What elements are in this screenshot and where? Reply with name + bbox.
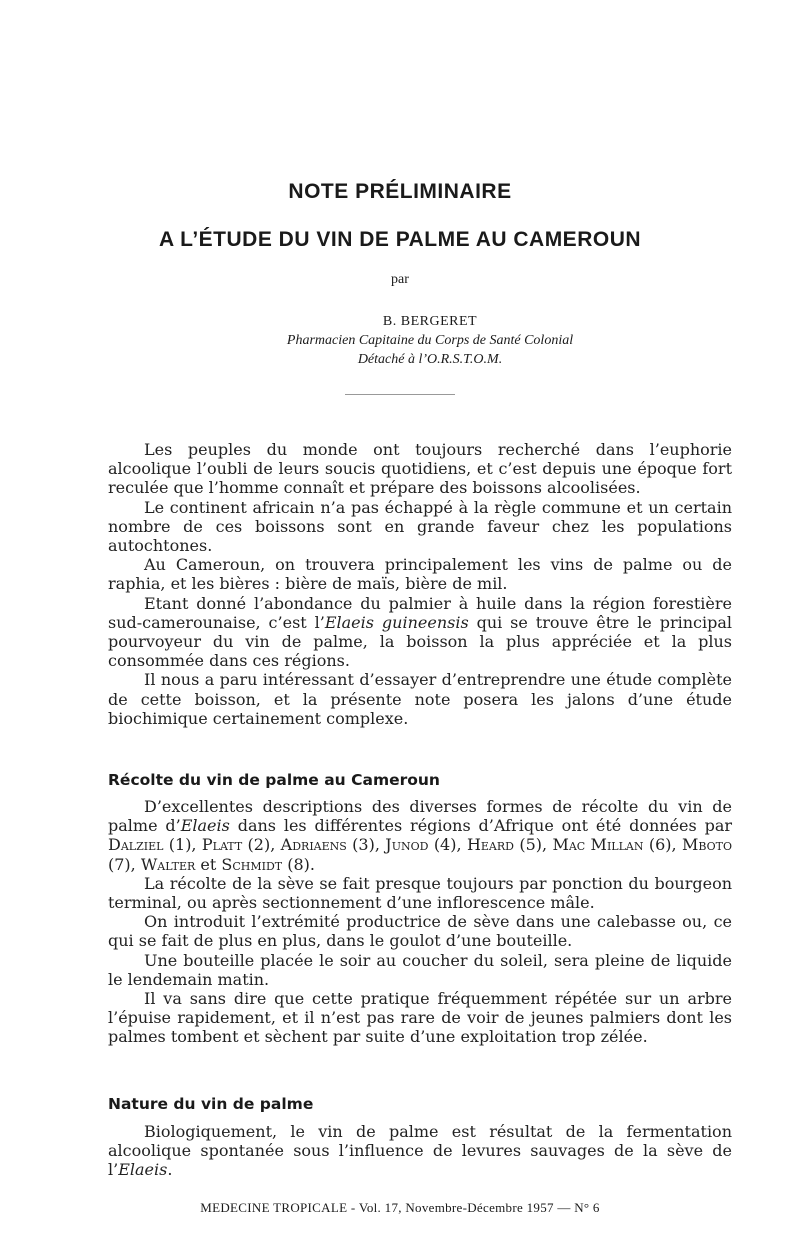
- reference-author: Mboto: [681, 835, 732, 855]
- paragraph: [108, 797, 732, 874]
- paragraph: [108, 1122, 732, 1180]
- text-run: Biologiquement, le vin de palme est résultat de la fermentation alcoolique spontanée sous l’influence de levures sauvages de la sève de l’: [108, 1122, 732, 1180]
- author-affiliation-2: Détaché à l’O.R.S.T.O.M.: [357, 352, 503, 367]
- paragraph: On introduit l’extrémité productrice de sève dans une calebasse ou, ce qui se fait de plus en plus, dans le goulot d’une bouteille.: [108, 912, 732, 951]
- author-block: [230, 312, 630, 369]
- paragraph: Le continent africain n’a pas échappé à la règle commune et un certain nombre de ces boissons sont en grande faveur chez les populations autochtones.: [108, 497, 732, 556]
- reference-number: (2),: [242, 835, 281, 855]
- section-heading-recolte: Récolte du vin de palme au Cameroun: [108, 771, 440, 789]
- byline: par: [391, 272, 409, 287]
- text-run: .: [167, 1160, 173, 1180]
- reference-number: (6),: [643, 835, 682, 855]
- section-heading-nature: Nature du vin de palme: [108, 1095, 314, 1113]
- text-run: qui se trouve être le principal pourvoyeur du vin de palme, la boisson la plus appréciée et la plus consommée dans ces régions.: [108, 612, 732, 671]
- reference-number: (7),: [108, 854, 141, 874]
- paragraph: Au Cameroun, on trouvera principalement les vins de palme ou de raphia, et les bières : bière de maïs, bière de mil.: [108, 555, 732, 594]
- reference-author: Dalziel: [108, 835, 164, 855]
- section-nature: [108, 1122, 732, 1180]
- paragraph: [108, 594, 732, 671]
- reference-author: Adriaens: [280, 835, 347, 855]
- article-title-line1: NOTE PRÉLIMINAIRE: [288, 180, 512, 203]
- reference-author: Walter: [140, 854, 196, 874]
- paragraph: Il nous a paru intéressant d’essayer d’entreprendre une étude complète de cette boisson, et la présente note posera les jalons d’une étude biochimique certainement complexe.: [108, 670, 732, 728]
- text-run: dans les différentes régions d’Afrique ont été données par: [229, 816, 732, 836]
- genus-name: Elaeis: [118, 1160, 168, 1180]
- genus-name: Elaeis: [180, 816, 230, 836]
- reference-number: (3),: [346, 835, 386, 855]
- reference-number: (5),: [513, 835, 553, 855]
- reference-number: (1),: [163, 835, 202, 855]
- reference-author: Junod: [385, 835, 429, 855]
- reference-author: Schmidt: [221, 854, 283, 874]
- reference-author: Heard: [466, 835, 514, 855]
- species-name: Elaeis guineensis: [324, 612, 469, 632]
- paragraph: Les peuples du monde ont toujours recherché dans l’euphorie alcoolique l’oubli de leurs soucis quotidiens, et c’est depuis une époque fort reculée que l’homme connaît et prépare des boissons alcoolisées.: [108, 440, 732, 498]
- reference-number: (4),: [428, 835, 467, 855]
- article-title-line2: A L’ÉTUDE DU VIN DE PALME AU CAMEROUN: [158, 228, 642, 251]
- journal-footer: MEDECINE TROPICALE - Vol. 17, Novembre-Décembre 1957 — N° 6: [200, 1200, 600, 1215]
- reference-author: Mac Millan: [552, 835, 644, 855]
- text-run: D’excellentes descriptions des diverses formes de récolte du vin de palme d’: [108, 797, 732, 836]
- reference-number: (8).: [282, 854, 315, 874]
- reference-number: et: [195, 854, 222, 874]
- author-affiliation-1: Pharmacien Capitaine du Corps de Santé Colonial: [286, 333, 574, 348]
- paragraph: Il va sans dire que cette pratique fréquemment répétée sur un arbre l’épuise rapidement, et il n’est pas rare de voir de jeunes palmiers dont les palmes tombent et sèchent par suite d’une exploitation trop zélée.: [108, 989, 732, 1047]
- author-name: B. BERGERET: [382, 314, 478, 329]
- paragraph: Une bouteille placée le soir au coucher du soleil, sera pleine de liquide le lendemain matin.: [108, 950, 732, 989]
- separator-rule: [345, 394, 455, 395]
- text-run: Etant donné l’abondance du palmier à huile dans la région forestière sud-camerounaise, c’est l’: [108, 593, 732, 632]
- paragraph: La récolte de la sève se fait presque toujours par ponction du bourgeon terminal, ou après sectionnement d’une inflorescence mâle.: [108, 873, 732, 913]
- reference-author: Platt: [201, 835, 243, 855]
- introduction: [108, 440, 732, 728]
- section-recolte: [108, 797, 732, 1047]
